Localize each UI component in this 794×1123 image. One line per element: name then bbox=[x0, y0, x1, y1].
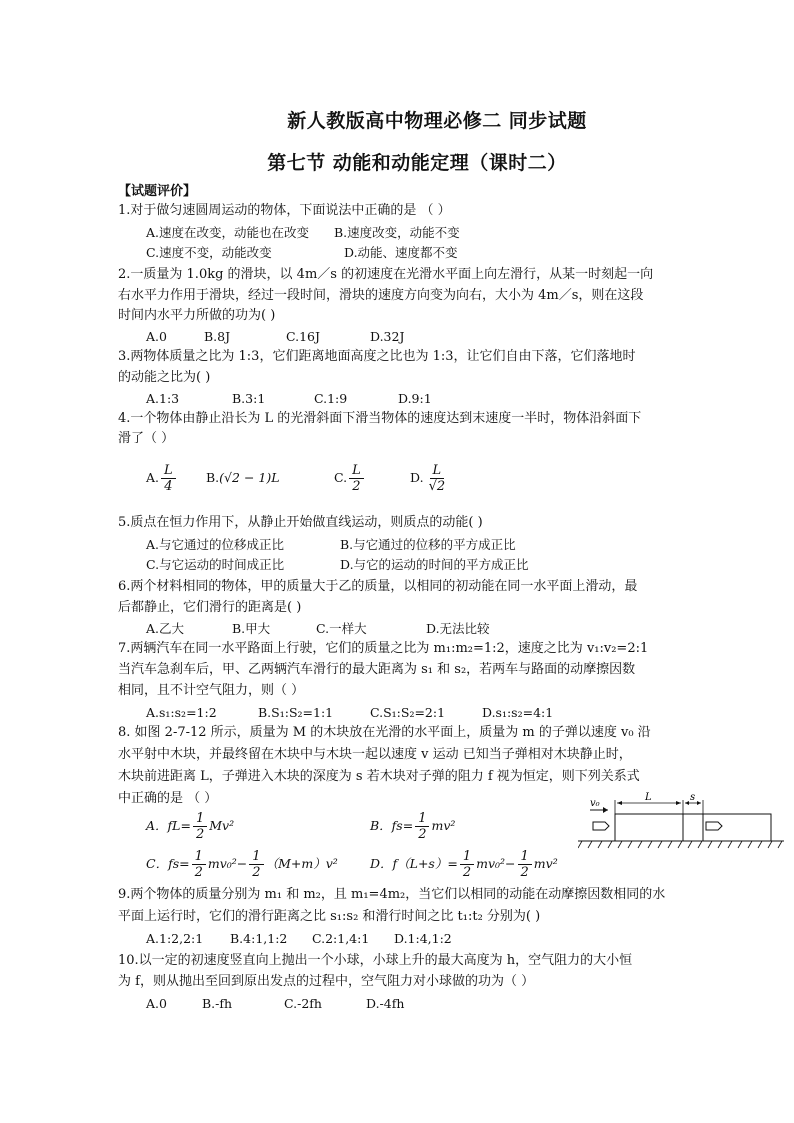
q4-option-b: B.(√2 − 1)L bbox=[206, 470, 280, 485]
q8-stem-line2: 水平射中木块，并最终留在木块中与木块一起以速度 v 运动 已知当子弹相对木块静止时， bbox=[118, 747, 632, 762]
q2-option-b: B.8J bbox=[204, 329, 231, 344]
q6-option-a: A.乙大 bbox=[146, 621, 185, 636]
q8-option-c: C．fs= $\frac{1}{2}$ mv₀²− $\frac{1}{2}$ （M+m）v² bbox=[146, 849, 338, 880]
q4-stem-line2: 滑了（ ） bbox=[118, 431, 175, 446]
q7-option-a: A.s₁:s₂=1:2 bbox=[146, 705, 217, 720]
q5-option-c: C.与它运动的时间成正比 bbox=[146, 557, 285, 572]
q1-option-a: A.速度在改变，动能也在改变 bbox=[146, 225, 310, 240]
section-heading: 【试题评价】 bbox=[118, 184, 197, 199]
q9-option-b: B.4:1,1:2 bbox=[230, 931, 288, 946]
q7-option-d: D.s₁:s₂=4:1 bbox=[482, 705, 554, 720]
q3-stem-line2: 的动能之比为( ) bbox=[118, 370, 211, 385]
L-label: L bbox=[645, 792, 652, 803]
q2-option-d: D.32J bbox=[370, 329, 405, 344]
q5-option-d: D.与它的运动的时间的平方成正比 bbox=[340, 557, 529, 572]
q8-stem-line4: 中正确的是 （ ） bbox=[118, 791, 218, 806]
q2-option-a: A.0 bbox=[146, 329, 167, 344]
q2-option-c: C.16J bbox=[286, 329, 321, 344]
block-initial bbox=[615, 814, 683, 841]
q9-stem-line1: 9.两个物体的质量分别为 m₁ 和 m₂，且 m₁=4m₂，当它们以相同的动能在动摩擦因数相同的水 bbox=[118, 887, 666, 902]
q1-option-d: D.动能、速度都不变 bbox=[344, 245, 458, 260]
q10-option-d: D.-4fh bbox=[366, 996, 405, 1011]
q1-option-b: B.速度改变，动能不变 bbox=[334, 225, 460, 240]
bullet-initial bbox=[593, 822, 609, 830]
q8-option-b: B．fs= $\frac{1}{2}$ mv² bbox=[370, 811, 456, 842]
ground-surface bbox=[578, 841, 784, 848]
q10-stem-line1: 10.以一定的初速度竖直向上抛出一个小球，小球上升的最大高度为 h，空气阻力的大小恒 bbox=[118, 953, 633, 968]
q1-stem: 1.对于做匀速圆周运动的物体，下面说法中正确的是 （ ） bbox=[118, 203, 451, 218]
q4-option-c: C. $\frac{L}{2}$ bbox=[334, 460, 366, 496]
worksheet-title: 新人教版高中物理必修二 同步试题 bbox=[287, 110, 587, 132]
q4-option-a: A. $\frac{L}{4}$ bbox=[146, 460, 178, 496]
q3-option-b: B.3:1 bbox=[232, 391, 266, 406]
q10-option-c: C.-2fh bbox=[284, 996, 322, 1011]
v0-label: v₀ bbox=[590, 798, 600, 809]
block-final bbox=[683, 814, 771, 841]
q9-option-a: A.1:2,2:1 bbox=[146, 931, 204, 946]
q8-stem-line1: 8. 如图 2-7-12 所示，质量为 M 的木块放在光滑的水平面上，质量为 m 的子弹以速度 v₀ 沿 bbox=[118, 725, 651, 740]
q2-stem-line2: 右水平力作用于滑块，经过一段时间，滑块的速度方向变为向右，大小为 4m／s，则在这段 bbox=[118, 288, 644, 303]
s-label: s bbox=[690, 792, 696, 803]
q10-stem-line2: 为 f，则从抛出至回到原出发点的过程中，空气阻力对小球做的功为（ ） bbox=[118, 974, 535, 989]
q3-option-c: C.1:9 bbox=[314, 391, 348, 406]
q8-option-a: A．fL= $\frac{1}{2}$ Mv² bbox=[146, 811, 235, 842]
q10-option-b: B.-fh bbox=[202, 996, 233, 1011]
q1-option-c: C.速度不变，动能改变 bbox=[146, 245, 272, 260]
q3-stem-line1: 3.两物体质量之比为 1:3，它们距离地面高度之比也为 1:3，让它们自由下落，它们落地时 bbox=[118, 349, 636, 364]
q6-option-b: B.甲大 bbox=[232, 621, 271, 636]
q8-stem-line3: 木块前进距离 L，子弹进入木块的深度为 s 若木块对子弹的阻力 f 视为恒定，则下列关系式 bbox=[118, 769, 640, 784]
bullet-block-diagram bbox=[578, 790, 784, 850]
q6-option-c: C.一样大 bbox=[316, 621, 367, 636]
q10-option-a: A.0 bbox=[146, 996, 167, 1011]
q5-stem: 5.质点在恒力作用下，从静止开始做直线运动，则质点的动能( ) bbox=[118, 515, 483, 530]
q6-option-d: D.无法比较 bbox=[426, 621, 490, 636]
q7-option-b: B.S₁:S₂=1:1 bbox=[258, 705, 334, 720]
q2-stem-line1: 2.一质量为 1.0kg 的滑块，以 4m／s 的初速度在光滑水平面上向左滑行，从某一时刻起一向 bbox=[118, 267, 654, 282]
q6-stem-line2: 后都静止，它们滑行的距离是( ) bbox=[118, 600, 302, 615]
q5-option-a: A.与它通过的位移成正比 bbox=[146, 537, 285, 552]
q9-option-d: D.1:4,1:2 bbox=[394, 931, 452, 946]
q2-stem-line3: 时间内水平力所做的功为( ) bbox=[118, 308, 276, 323]
q7-stem-line3: 相同，且不计空气阻力，则（ ） bbox=[118, 683, 305, 698]
q9-stem-line2: 平面上运行时，它们的滑行距离之比 s₁:s₂ 和滑行时间之比 t₁:t₂ 分别为( ) bbox=[118, 909, 541, 924]
q5-option-b: B.与它通过的位移的平方成正比 bbox=[340, 537, 516, 552]
q7-stem-line1: 7.两辆汽车在同一水平路面上行驶，它们的质量之比为 m₁:m₂=1:2，速度之比为 v₁:v₂=2:1 bbox=[118, 641, 649, 656]
q3-option-d: D.9:1 bbox=[398, 391, 432, 406]
bullet-final bbox=[706, 822, 722, 830]
q4-option-d: D. $\frac{L}{√2}$ bbox=[410, 463, 446, 494]
q3-option-a: A.1:3 bbox=[146, 391, 180, 406]
lesson-subtitle: 第七节 动能和动能定理（课时二） bbox=[267, 152, 567, 174]
q7-stem-line2: 当汽车急刹车后，甲、乙两辆汽车滑行的最大距离为 s₁ 和 s₂，若两车与路面的动摩擦因数 bbox=[118, 662, 636, 677]
q4-stem-line1: 4.一个物体由静止沿长为 L 的光滑斜面下滑当物体的速度达到末速度一半时，物体沿斜面下 bbox=[118, 411, 642, 426]
q6-stem-line1: 6.两个材料相同的物体，甲的质量大于乙的质量，以相同的初动能在同一水平面上滑动，最 bbox=[118, 579, 638, 594]
q9-option-c: C.2:1,4:1 bbox=[312, 931, 370, 946]
q7-option-c: C.S₁:S₂=2:1 bbox=[370, 705, 446, 720]
q8-option-d: D．f（L+s）= $\frac{1}{2}$ mv₀²− $\frac{1}{2}$ mv² bbox=[370, 849, 558, 880]
